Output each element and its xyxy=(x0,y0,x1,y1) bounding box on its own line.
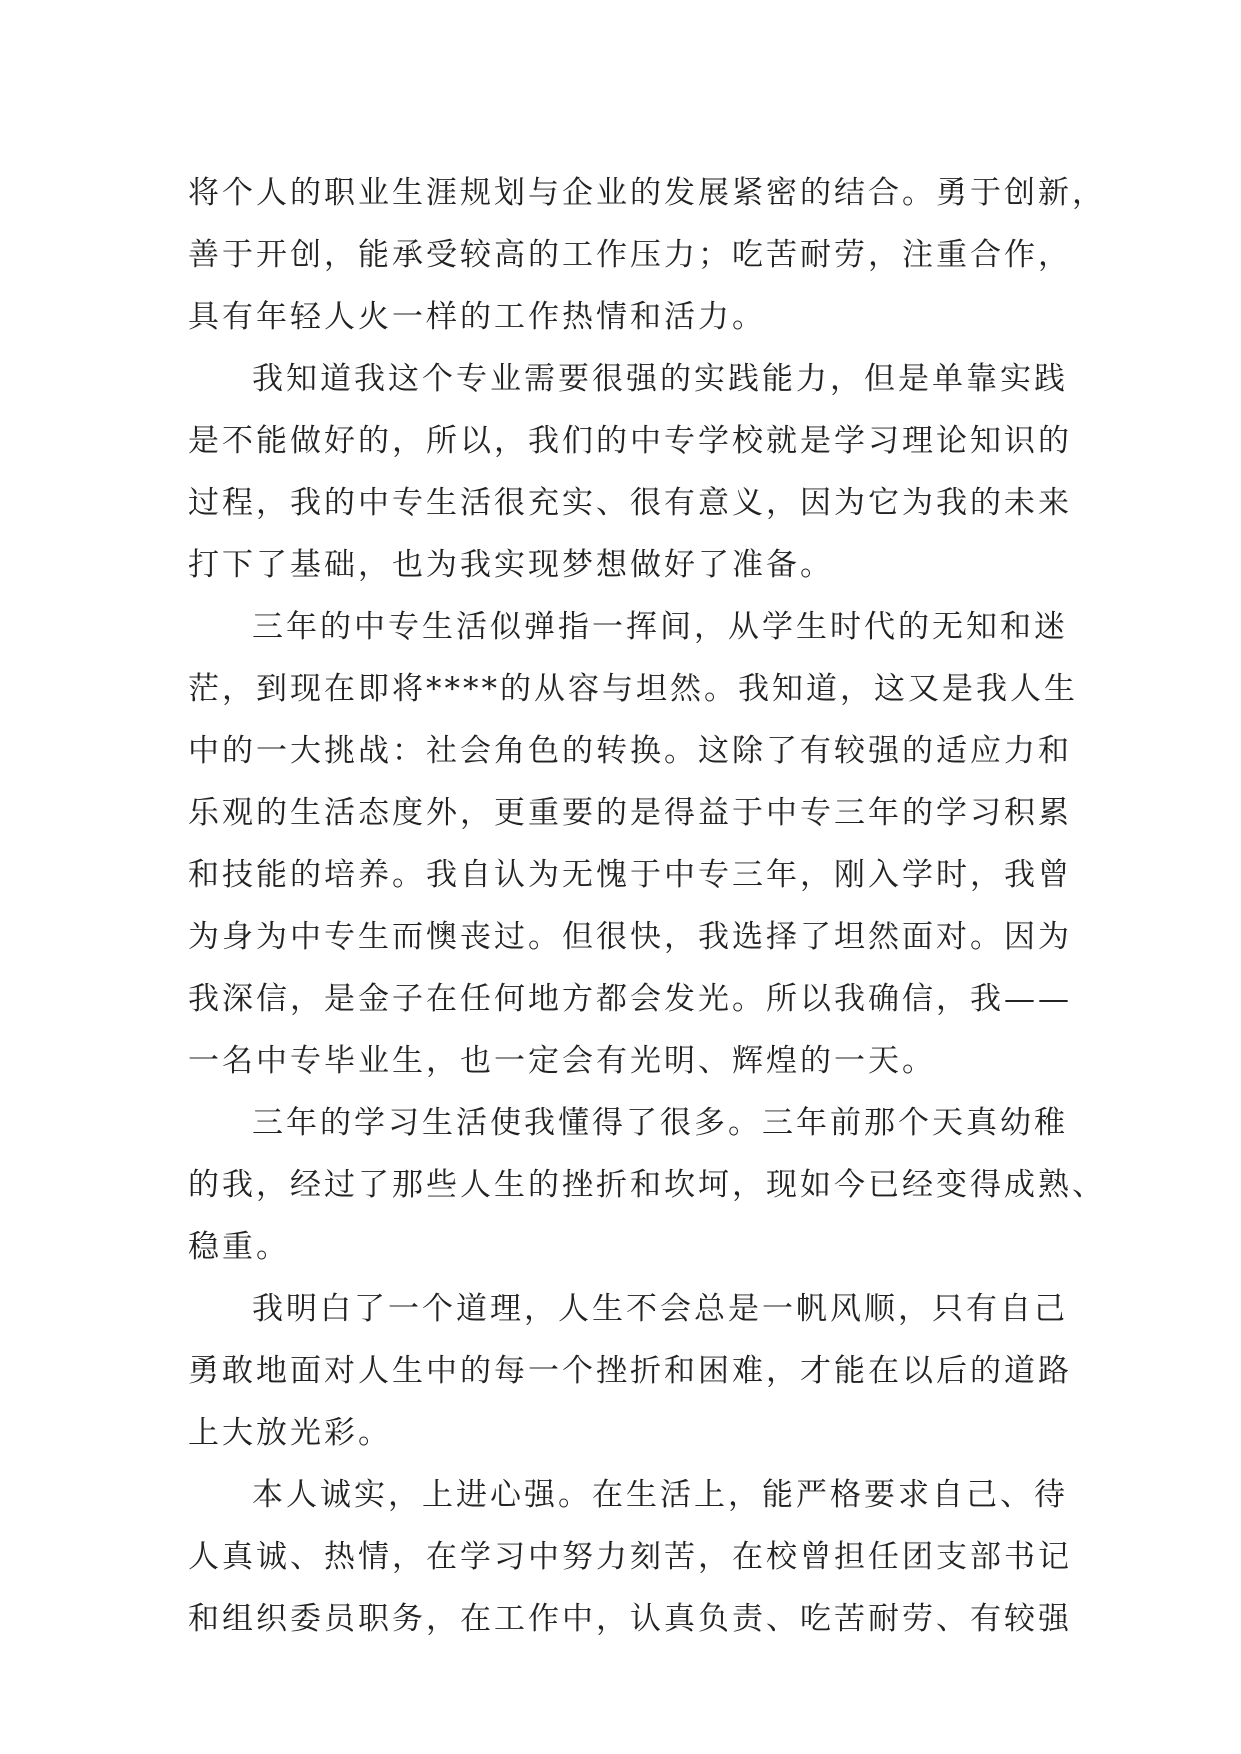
paragraph-first-line: 三年的学习生活使我懂得了很多。三年前那个天真幼稚 xyxy=(252,1105,1068,1141)
text-line: 打下了基础，也为我实现梦想做好了准备。 xyxy=(188,547,834,583)
paragraph-first-line: 本人诚实，上进心强。在生活上，能严格要求自己、待 xyxy=(252,1477,1068,1513)
text-line: 我深信，是金子在任何地方都会发光。所以我确信，我—— xyxy=(188,981,1072,1017)
text-line: 过程，我的中专生活很充实、很有意义，因为它为我的未来 xyxy=(188,485,1072,521)
text-line: 的我，经过了那些人生的挫折和坎坷，现如今已经变得成熟、 xyxy=(188,1167,1106,1203)
text-line: 乐观的生活态度外，更重要的是得益于中专三年的学习积累 xyxy=(188,795,1072,831)
body-text xyxy=(188,162,1106,1650)
text-line: 和技能的培养。我自认为无愧于中专三年，刚入学时，我曾 xyxy=(188,857,1072,893)
text-line: 上大放光彩。 xyxy=(188,1415,392,1451)
text-line: 中的一大挑战：社会角色的转换。这除了有较强的适应力和 xyxy=(188,733,1072,769)
paragraph-first-line: 我知道我这个专业需要很强的实践能力，但是单靠实践 xyxy=(252,361,1068,397)
text-line: 人真诚、热情，在学习中努力刻苦，在校曾担任团支部书记 xyxy=(188,1539,1072,1575)
paragraph-first-line: 我明白了一个道理，人生不会总是一帆风顺，只有自己 xyxy=(252,1291,1068,1327)
text-line: 具有年轻人火一样的工作热情和活力。 xyxy=(188,299,766,335)
text-line: 稳重。 xyxy=(188,1229,290,1265)
text-line: 是不能做好的，所以，我们的中专学校就是学习理论知识的 xyxy=(188,423,1072,459)
text-line: 勇敢地面对人生中的每一个挫折和困难，才能在以后的道路 xyxy=(188,1353,1072,1389)
paragraph-first-line: 三年的中专生活似弹指一挥间，从学生时代的无知和迷 xyxy=(252,609,1068,645)
text-line: 善于开创，能承受较高的工作压力；吃苦耐劳，注重合作， xyxy=(188,237,1072,273)
text-line: 为身为中专生而懊丧过。但很快，我选择了坦然面对。因为 xyxy=(188,919,1072,955)
text-line: 茫，到现在即将****的从容与坦然。我知道，这又是我人生 xyxy=(188,671,1078,707)
text-line: 将个人的职业生涯规划与企业的发展紧密的结合。勇于创新， xyxy=(188,175,1106,211)
text-line: 一名中专毕业生，也一定会有光明、辉煌的一天。 xyxy=(188,1043,936,1079)
text-line: 和组织委员职务，在工作中，认真负责、吃苦耐劳、有较强 xyxy=(188,1601,1072,1637)
